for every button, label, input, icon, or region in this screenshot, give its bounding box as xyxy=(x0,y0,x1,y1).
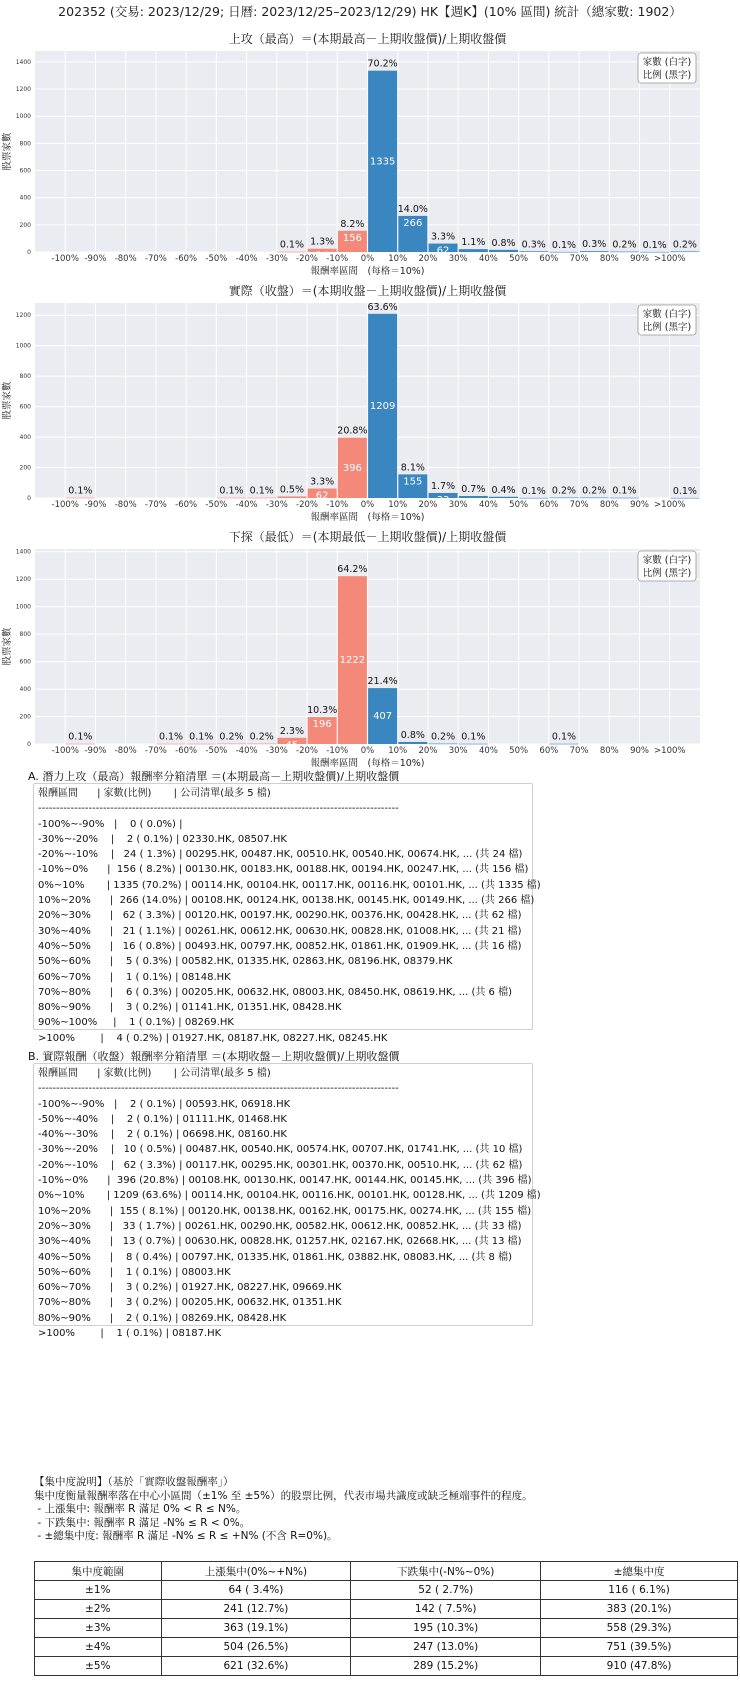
bar-count-label: 16 xyxy=(497,251,510,263)
x-tick-label: -20% xyxy=(296,254,319,264)
bar-count-label: 24 xyxy=(315,250,329,262)
list-row: 10%~20% | 155 ( 8.1%) | 00120.HK, 00138.HK, 00162.HK, 00175.HK, 00274.HK, ... (共 155 檔) xyxy=(38,1205,532,1217)
x-tick-label: -70% xyxy=(144,254,167,264)
x-tick-label: 90% xyxy=(630,254,649,264)
bar-percent-label: 0.1% xyxy=(249,485,274,497)
list-row: 80%~90% | 2 ( 0.1%) | 08269.HK, 08428.HK xyxy=(38,1312,287,1324)
bar xyxy=(66,498,95,499)
bar-percent-label: 0.1% xyxy=(461,731,486,743)
y-tick-label: 400 xyxy=(19,686,31,694)
table-row xyxy=(35,1638,738,1657)
bar-percent-label: 0.1% xyxy=(279,239,305,251)
x-axis-title: 報酬率區間 (每格＝10%) xyxy=(310,266,425,277)
table-cell: 558 (29.3%) xyxy=(541,1619,738,1638)
table-cell: 116 ( 6.1%) xyxy=(541,1581,738,1600)
x-tick-label: 60% xyxy=(539,254,559,264)
bar-count-label: 1209 xyxy=(369,400,396,412)
bar-count-label: 15 xyxy=(406,743,420,755)
bar-percent-label: 63.6% xyxy=(367,301,398,313)
table-cell: 64 ( 3.4%) xyxy=(161,1581,351,1600)
x-tick-label: -50% xyxy=(205,746,228,756)
bar-count-label: 21 xyxy=(466,251,480,263)
list-a xyxy=(33,783,541,1044)
y-tick-label: 0 xyxy=(27,249,31,256)
bar xyxy=(549,252,578,253)
bar-percent-label: 0.1% xyxy=(68,485,93,497)
x-tick-label: -10% xyxy=(326,746,349,756)
legend xyxy=(638,53,696,83)
list-row: -100%~-90% | 0 ( 0.0%) | xyxy=(38,818,183,830)
y-tick-label: 400 xyxy=(19,194,31,202)
bar-percent-label: 0.1% xyxy=(642,239,667,251)
legend-line: 比例 (黑字) xyxy=(642,322,692,333)
y-axis-title: 股票家數 xyxy=(2,132,13,171)
list-row: 80%~90% | 3 ( 0.2%) | 01141.HK, 01351.HK, 08428.HK xyxy=(38,1002,342,1014)
y-tick-label: 1200 xyxy=(15,312,31,320)
table-row xyxy=(35,1619,738,1638)
bar-percent-label: 0.1% xyxy=(189,731,214,743)
bar-percent-label: 0.5% xyxy=(279,484,305,496)
bar xyxy=(277,252,306,253)
y-tick-label: 0 xyxy=(27,741,31,748)
table-cell: 504 (26.5%) xyxy=(161,1638,351,1657)
bar-percent-label: 0.2% xyxy=(582,485,607,497)
bar-percent-label: 3.3% xyxy=(310,476,335,488)
table-row xyxy=(35,1657,738,1676)
bar-count-label: 196 xyxy=(312,719,332,731)
x-tick-label: 70% xyxy=(569,254,589,264)
x-tick-label: -50% xyxy=(205,254,228,264)
bar-percent-label: 0.2% xyxy=(219,731,244,743)
bar xyxy=(217,744,246,745)
x-tick-label: -100% xyxy=(51,500,79,510)
x-tick-label: -60% xyxy=(175,254,198,264)
bar xyxy=(247,498,276,499)
y-tick-label: 1400 xyxy=(15,58,31,66)
bar-percent-label: 0.8% xyxy=(491,237,516,249)
table-cell: ±2% xyxy=(35,1600,162,1619)
x-tick-label: 30% xyxy=(448,500,468,510)
x-tick-label: -10% xyxy=(326,254,349,264)
notes-line: 【集中度說明】（基於「實際收盤報酬率」） xyxy=(34,1476,234,1488)
x-tick-label: -60% xyxy=(175,500,198,510)
list-row: ---------------------------------------------------------------------------------------------------- xyxy=(38,803,399,815)
y-tick-label: 1400 xyxy=(15,548,31,556)
page-title: 202352 (交易: 2023/12/29; 日曆: 2023/12/25–2023/12/29) HK【週K】(10% 區間) 統計（總家數: 1902） xyxy=(58,4,682,19)
y-tick-label: 600 xyxy=(19,167,31,175)
x-tick-label: -20% xyxy=(296,746,319,756)
bar xyxy=(670,251,699,252)
bar xyxy=(459,744,488,745)
y-tick-label: 1200 xyxy=(15,576,31,584)
y-tick-label: 1000 xyxy=(15,603,31,611)
bar-percent-label: 1.7% xyxy=(430,480,456,492)
table-cell: 910 (47.8%) xyxy=(541,1657,738,1676)
table-cell: ±1% xyxy=(35,1581,162,1600)
x-tick-label: 20% xyxy=(418,746,438,756)
x-tick-label: -40% xyxy=(235,500,258,510)
x-tick-label: -80% xyxy=(114,746,137,756)
legend-line: 家數 (白字) xyxy=(642,309,692,320)
x-tick-label: 90% xyxy=(630,500,649,510)
notes-line: - 上漲集中: 報酬率 R 滿足 0% < R ≤ N%。 xyxy=(34,1503,247,1515)
bar-percent-label: 0.2% xyxy=(612,239,637,251)
x-tick-label: 10% xyxy=(388,254,408,264)
x-tick-label: -90% xyxy=(84,254,107,264)
bar-percent-label: 0.1% xyxy=(551,239,577,251)
list-row: 20%~30% | 33 ( 1.7%) | 00261.HK, 00290.HK, 00582.HK, 00612.HK, 00852.HK, ... (共 33 檔) xyxy=(38,1220,522,1232)
x-tick-label: 40% xyxy=(478,254,498,264)
bar xyxy=(670,498,699,499)
bar-percent-label: 0.3% xyxy=(521,239,546,251)
bar xyxy=(66,744,95,745)
table-row xyxy=(35,1600,738,1619)
x-tick-label: 40% xyxy=(478,746,498,756)
list-row: 10%~20% | 266 (14.0%) | 00108.HK, 00124.HK, 00138.HK, 00145.HK, 00149.HK, ... (共 266 檔) xyxy=(38,895,535,907)
bar-count-label: 33 xyxy=(436,494,450,506)
table-header: 集中度範圍 xyxy=(35,1562,162,1581)
bar xyxy=(247,744,276,745)
bar xyxy=(217,498,246,499)
bar-percent-label: 2.3% xyxy=(279,725,305,737)
bar-percent-label: 0.2% xyxy=(249,731,274,743)
x-tick-label: 60% xyxy=(539,746,559,756)
list-a-title: A. 潛力上攻（最高）報酬率分箱清單 ＝(本期最高－上期收盤價)/上期收盤價 xyxy=(28,770,400,783)
x-tick-label: 0% xyxy=(360,746,375,756)
table-header-row xyxy=(35,1562,738,1581)
bar-count-label: 1335 xyxy=(369,156,396,168)
x-tick-label: 80% xyxy=(599,254,619,264)
list-row: >100% | 1 ( 0.1%) | 08187.HK xyxy=(38,1328,222,1340)
bar-count-label: 155 xyxy=(403,476,423,488)
list-row: 70%~80% | 6 ( 0.3%) | 00205.HK, 00632.HK, 08003.HK, 08450.HK, 08619.HK, ... (共 6 檔) xyxy=(38,986,513,998)
table-cell: 383 (20.1%) xyxy=(541,1600,738,1619)
list-row: >100% | 4 ( 0.2%) | 01927.HK, 08187.HK, 08227.HK, 08245.HK xyxy=(38,1032,388,1044)
bar-count-label: 62 xyxy=(436,245,450,257)
x-tick-label: -40% xyxy=(235,254,258,264)
table-cell: 241 (12.7%) xyxy=(161,1600,351,1619)
table-cell: 621 (32.6%) xyxy=(161,1657,351,1676)
list-row: 60%~70% | 3 ( 0.2%) | 01927.HK, 08227.HK, 09669.HK xyxy=(38,1282,342,1294)
bar-count-label: 396 xyxy=(342,462,362,474)
chart-high xyxy=(0,26,740,278)
list-row: -20%~-10% | 62 ( 3.3%) | 00117.HK, 00295.HK, 00301.HK, 00370.HK, 00510.HK, ... (共 62 檔) xyxy=(38,1159,523,1171)
x-tick-label: 50% xyxy=(509,500,529,510)
notes-line: - ±總集中度: 報酬率 R 滿足 -N% ≤ R ≤ +N% (不含 R=0%)。 xyxy=(34,1530,338,1542)
x-tick-label: -50% xyxy=(205,500,228,510)
x-tick-label: >100% xyxy=(654,746,686,756)
legend xyxy=(638,551,696,581)
bar-count-label: 10 xyxy=(285,498,299,510)
x-tick-label: -30% xyxy=(265,746,288,756)
list-row: -30%~-20% | 2 ( 0.1%) | 02330.HK, 08507.HK xyxy=(38,833,287,845)
bar-percent-label: 20.8% xyxy=(337,425,368,437)
bar xyxy=(187,744,216,745)
table-cell: ±5% xyxy=(35,1657,162,1676)
legend xyxy=(638,305,696,335)
bar-percent-label: 14.0% xyxy=(397,203,428,215)
list-b-title: B. 實際報酬（收盤）報酬率分箱清單 ＝(本期收盤－上期收盤價)/上期收盤價 xyxy=(28,1050,400,1063)
y-tick-label: 800 xyxy=(19,631,31,639)
list-row: 20%~30% | 62 ( 3.3%) | 00120.HK, 00197.HK, 00290.HK, 00376.HK, 00428.HK, ... (共 62 檔) xyxy=(38,910,522,922)
bar-percent-label: 3.3% xyxy=(430,231,456,243)
list-row: -100%~-90% | 2 ( 0.1%) | 00593.HK, 06918.HK xyxy=(38,1098,291,1110)
list-row: 40%~50% | 8 ( 0.4%) | 00797.HK, 01335.HK, 01861.HK, 03882.HK, 08083.HK, ... (共 8 檔) xyxy=(38,1251,513,1263)
x-tick-label: 70% xyxy=(569,746,589,756)
table-row xyxy=(35,1581,738,1600)
y-tick-label: 0 xyxy=(27,495,31,502)
bar-count-label: 407 xyxy=(373,711,393,723)
bar-percent-label: 0.1% xyxy=(158,731,184,743)
x-tick-label: 90% xyxy=(630,746,649,756)
bar-percent-label: 8.2% xyxy=(340,218,365,230)
bar xyxy=(610,498,639,499)
list-row: -50%~-40% | 2 ( 0.1%) | 01111.HK, 01468.HK xyxy=(38,1113,287,1125)
x-axis-title: 報酬率區間 (每格＝10%) xyxy=(310,758,425,769)
y-tick-label: 400 xyxy=(19,434,31,442)
bar xyxy=(549,498,578,499)
concentration-table xyxy=(34,1561,738,1676)
bar-percent-label: 0.2% xyxy=(430,731,456,743)
bar-percent-label: 0.2% xyxy=(672,239,697,251)
y-tick-label: 1200 xyxy=(15,86,31,94)
x-tick-label: 10% xyxy=(388,500,408,510)
bar-percent-label: 70.2% xyxy=(367,58,398,70)
x-tick-label: -100% xyxy=(51,746,79,756)
bar-percent-label: 1.1% xyxy=(461,237,486,249)
bar xyxy=(519,498,548,499)
list-row: 70%~80% | 3 ( 0.2%) | 00205.HK, 00632.HK, 01351.HK xyxy=(38,1297,342,1309)
bar-count-label: 266 xyxy=(403,217,423,229)
bar-count-label: 62 xyxy=(315,490,329,502)
x-tick-label: -60% xyxy=(175,746,198,756)
y-axis-title: 股票家數 xyxy=(2,381,13,420)
x-tick-label: 30% xyxy=(448,746,468,756)
bar-percent-label: 1.3% xyxy=(310,236,335,248)
concentration-notes xyxy=(34,1476,724,1544)
bar-percent-label: 0.4% xyxy=(491,484,516,496)
list-row: 40%~50% | 16 ( 0.8%) | 00493.HK, 00797.HK, 00852.HK, 01861.HK, 01909.HK, ... (共 16 檔) xyxy=(38,940,522,952)
bar-percent-label: 0.8% xyxy=(400,729,425,741)
chart-title: 上攻（最高）＝(本期最高－上期收盤價)/上期收盤價 xyxy=(228,32,507,46)
list-row: -20%~-10% | 24 ( 1.3%) | 00295.HK, 00487.HK, 00510.HK, 00540.HK, 00674.HK, ... (共 24 檔) xyxy=(38,849,523,861)
table-cell: ±3% xyxy=(35,1619,162,1638)
y-axis-title: 股票家數 xyxy=(2,627,13,666)
bar-percent-label: 0.1% xyxy=(68,731,93,743)
table-cell: 142 ( 7.5%) xyxy=(351,1600,541,1619)
legend-line: 比例 (黑字) xyxy=(642,70,692,81)
x-tick-label: >100% xyxy=(654,254,686,264)
bar xyxy=(549,744,578,745)
x-tick-label: -90% xyxy=(84,746,107,756)
x-tick-label: 60% xyxy=(539,500,559,510)
chart-svg xyxy=(0,26,740,278)
x-tick-label: 70% xyxy=(569,500,589,510)
legend-line: 家數 (白字) xyxy=(642,57,692,68)
bar-percent-label: 0.1% xyxy=(612,485,637,497)
y-tick-label: 1000 xyxy=(15,342,31,350)
bar-count-label: 1222 xyxy=(339,655,366,667)
list-row: ---------------------------------------------------------------------------------------------------- xyxy=(38,1083,399,1095)
x-tick-label: -10% xyxy=(326,500,349,510)
list-row: -30%~-20% | 10 ( 0.5%) | 00487.HK, 00540.HK, 00574.HK, 00707.HK, 01741.HK, ... (共 10 檔) xyxy=(38,1144,523,1156)
x-tick-label: -20% xyxy=(296,500,319,510)
x-tick-label: -70% xyxy=(144,746,167,756)
list-row: 報酬區間 | 家數(比例) | 公司清單(最多 5 檔) xyxy=(38,1068,271,1079)
table-header: ±總集中度 xyxy=(541,1562,738,1581)
table-cell: ±4% xyxy=(35,1638,162,1657)
y-tick-label: 200 xyxy=(19,464,31,472)
bar xyxy=(429,744,458,745)
bar-percent-label: 64.2% xyxy=(337,564,368,576)
y-tick-label: 600 xyxy=(19,403,31,411)
x-tick-label: 40% xyxy=(478,500,498,510)
list-row: 50%~60% | 1 ( 0.1%) | 08003.HK xyxy=(38,1266,231,1278)
x-tick-label: -100% xyxy=(51,254,79,264)
x-tick-label: 20% xyxy=(418,254,438,264)
y-tick-label: 800 xyxy=(19,373,31,381)
bar-percent-label: 0.2% xyxy=(551,485,577,497)
x-tick-label: -80% xyxy=(114,500,137,510)
table-cell: 751 (39.5%) xyxy=(541,1638,738,1657)
x-tick-label: >100% xyxy=(654,500,686,510)
x-tick-label: 30% xyxy=(448,254,468,264)
x-tick-label: 0% xyxy=(360,254,375,264)
y-tick-label: 200 xyxy=(19,713,31,721)
bar xyxy=(610,252,639,253)
list-row: 30%~40% | 13 ( 0.7%) | 00630.HK, 00828.HK, 01257.HK, 02167.HK, 02668.HK, ... (共 13 檔) xyxy=(38,1236,522,1248)
chart-title: 下探（最低）＝(本期最低－上期收盤價)/上期收盤價 xyxy=(228,530,507,544)
bar-percent-label: 21.4% xyxy=(367,676,398,688)
bar-percent-label: 0.1% xyxy=(521,485,546,497)
x-tick-label: 10% xyxy=(388,746,408,756)
bar-percent-label: 8.1% xyxy=(400,462,425,474)
bar xyxy=(489,497,518,498)
list-row: 90%~100% | 1 ( 0.1%) | 08269.HK xyxy=(38,1017,234,1029)
notes-line: - 下跌集中: 報酬率 R 滿足 -N% ≤ R < 0%。 xyxy=(34,1516,251,1529)
y-tick-label: 800 xyxy=(19,140,31,148)
y-tick-label: 200 xyxy=(19,221,31,229)
chart-title: 實際（收盤）＝(本期收盤－上期收盤價)/上期收盤價 xyxy=(228,284,507,298)
bar-count-label: 13 xyxy=(466,498,480,510)
chart-low xyxy=(0,524,740,770)
list-row: 30%~40% | 21 ( 1.1%) | 00261.HK, 00612.HK, 00630.HK, 00828.HK, 01008.HK, ... (共 21 檔) xyxy=(38,925,522,937)
bar xyxy=(640,252,669,253)
x-tick-label: 0% xyxy=(360,500,375,510)
list-row: 60%~70% | 1 ( 0.1%) | 08148.HK xyxy=(38,971,231,983)
bar xyxy=(580,498,609,499)
x-tick-label: -80% xyxy=(114,254,137,264)
x-tick-label: -30% xyxy=(265,500,288,510)
y-tick-label: 1000 xyxy=(15,113,31,121)
table-cell: 363 (19.1%) xyxy=(161,1619,351,1638)
bar-percent-label: 0.7% xyxy=(461,484,486,496)
table-cell: 247 (13.0%) xyxy=(351,1638,541,1657)
bar-count-label: 156 xyxy=(342,232,362,244)
x-tick-label: 20% xyxy=(418,500,438,510)
legend-line: 家數 (白字) xyxy=(642,555,692,566)
x-tick-label: 80% xyxy=(599,746,619,756)
y-tick-label: 600 xyxy=(19,658,31,666)
list-row: -40%~-30% | 2 ( 0.1%) | 06698.HK, 08160.HK xyxy=(38,1129,287,1141)
chart-svg xyxy=(0,524,740,770)
table-cell: 195 (10.3%) xyxy=(351,1619,541,1638)
bar-percent-label: 10.3% xyxy=(307,705,338,717)
x-tick-label: 80% xyxy=(599,500,619,510)
bar-percent-label: 0.1% xyxy=(672,485,697,497)
legend-line: 比例 (黑字) xyxy=(642,568,692,579)
bar-percent-label: 0.1% xyxy=(219,485,244,497)
list-row: 報酬區間 | 家數(比例) | 公司清單(最多 5 檔) xyxy=(38,788,271,799)
bar-percent-label: 0.3% xyxy=(582,239,607,251)
x-tick-label: 50% xyxy=(509,254,529,264)
table-cell: 52 ( 2.7%) xyxy=(351,1581,541,1600)
table-cell: 289 (15.2%) xyxy=(351,1657,541,1676)
list-row: 0%~10% | 1335 (70.2%) | 00114.HK, 00104.HK, 00117.HK, 00116.HK, 00101.HK, ... (共 1335 檔) xyxy=(38,879,541,891)
list-b xyxy=(33,1063,541,1340)
bar xyxy=(519,251,548,252)
x-axis-title: 報酬率區間 (每格＝10%) xyxy=(310,512,425,523)
bar xyxy=(157,744,186,745)
chart-svg xyxy=(0,278,740,524)
bar-percent-label: 0.1% xyxy=(551,731,577,743)
x-tick-label: -70% xyxy=(144,500,167,510)
chart-close xyxy=(0,278,740,524)
list-row: 50%~60% | 5 ( 0.3%) | 00582.HK, 01335.HK, 02863.HK, 08196.HK, 08379.HK xyxy=(38,956,453,968)
notes-line: 集中度衡量報酬率落在中心小區間（±1% 至 ±5%）的股票比例，代表市場共識度或缺乏極端事件的程度。 xyxy=(34,1489,533,1502)
list-row: 0%~10% | 1209 (63.6%) | 00114.HK, 00104.HK, 00116.HK, 00101.HK, 00128.HK, ... (共 1209 檔) xyxy=(38,1190,541,1202)
table-header: 上漲集中(0%~+N%) xyxy=(161,1562,351,1581)
x-tick-label: 50% xyxy=(509,746,529,756)
x-tick-label: -40% xyxy=(235,746,258,756)
list-row: -10%~0% | 156 ( 8.2%) | 00130.HK, 00183.HK, 00188.HK, 00194.HK, 00247.HK, ... (共 156 檔) xyxy=(38,864,529,876)
bar xyxy=(580,251,609,252)
bar-count-label: 45 xyxy=(285,739,299,751)
table-header: 下跌集中(-N%~0%) xyxy=(351,1562,541,1581)
x-tick-label: -30% xyxy=(265,254,288,264)
list-row: -10%~0% | 396 (20.8%) | 00108.HK, 00130.HK, 00147.HK, 00144.HK, 00145.HK, ... (共 396 檔) xyxy=(38,1175,532,1187)
x-tick-label: -90% xyxy=(84,500,107,510)
